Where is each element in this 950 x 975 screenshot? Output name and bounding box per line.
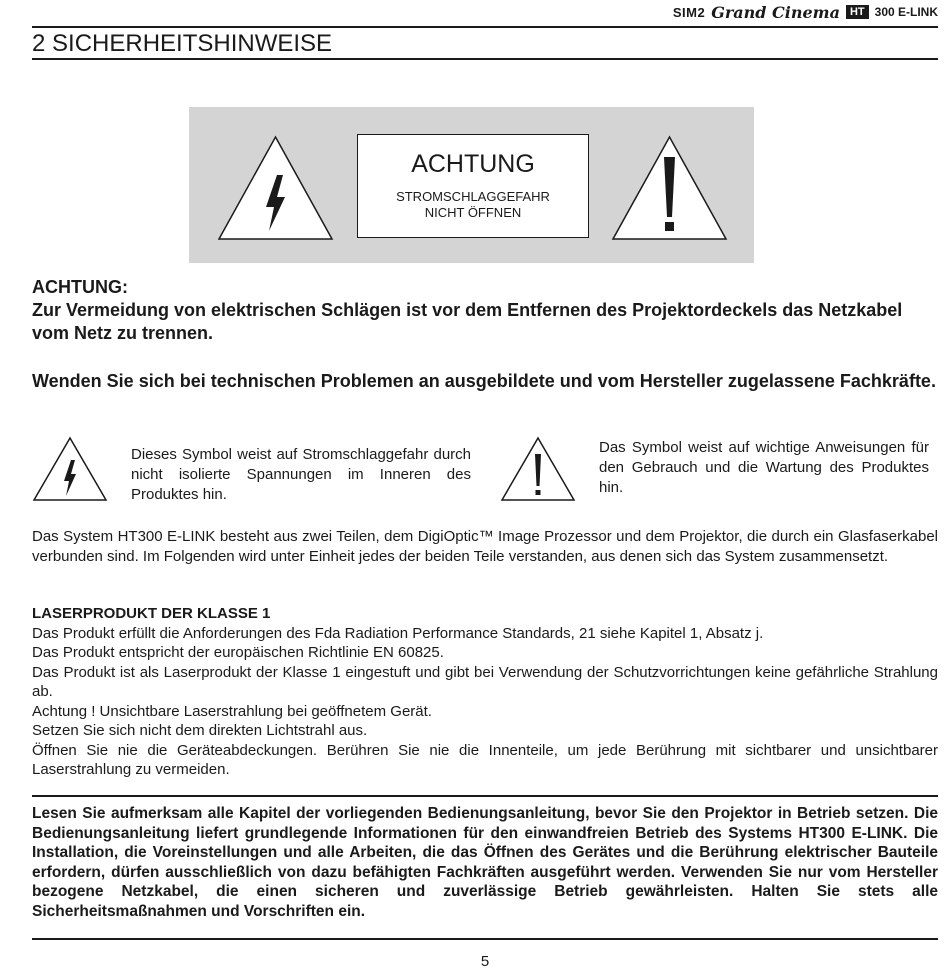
service-warning: Wenden Sie sich bei technischen Problemen an ausgebildete und vom Hersteller zugelassene Fachkräfte. bbox=[32, 371, 936, 391]
warning-line-1: STROMSCHLAGGEFAHR bbox=[396, 189, 550, 204]
laser-line: Das Produkt ist als Laserprodukt der Klasse 1 eingestuft und gibt bei Verwendung der Schutzvorrichtungen keine gefährliche Strahlung ab. bbox=[32, 663, 938, 700]
laser-section bbox=[32, 604, 938, 780]
warning-label-box bbox=[357, 134, 589, 238]
exclamation-warning-icon bbox=[611, 135, 728, 241]
exclamation-symbol-text: Das Symbol weist auf wichtige Anweisungen für den Gebrauch und die Wartung des Produktes hin. bbox=[599, 439, 929, 496]
lightning-symbol-text: Dieses Symbol weist auf Stromschlaggefahr durch nicht isolierte Spannungen im Inneren des Produktes hin. bbox=[131, 446, 471, 503]
brand-header bbox=[673, 2, 938, 22]
laser-line: Das Produkt entspricht der europäischen Richtlinie EN 60825. bbox=[32, 644, 444, 661]
notice-paragraph: Lesen Sie aufmerksam alle Kapitel der vorliegenden Bedienungsanleitung, bevor Sie den Projektor in Betrieb setzen. Die Bedienungsanleitung liefert grundlegende Informationen für den einwandfreien Betrieb des Systems HT300 E-LINK. Die Installation, die Voreinstellungen und alle Arbeiten, die das Öffnen des Gerätes und die Berührung elektrischer Bauteile erfordern, dürfen ausschließlich von dazu befähigten Fachkräften ausgeführt werden. Verwenden Sie nur vom Hersteller bezogene Netzkabel, die einen sicheren und zuverlässige Betrieb gewährleisten. Halten Sie stets alle Sicherheitsmaßnahmen und Vorschriften ein. bbox=[32, 805, 938, 920]
laser-line: Setzen Sie sich nicht dem direkten Lichtstrahl aus. bbox=[32, 722, 368, 739]
brand-grand-cinema: Grand Cinema bbox=[711, 2, 840, 22]
section-title: 2 SICHERHEITSHINWEISE bbox=[32, 30, 333, 57]
brand-model: 300 E-LINK bbox=[874, 5, 938, 19]
exclamation-symbol-icon bbox=[500, 436, 576, 502]
warning-heading: ACHTUNG bbox=[411, 150, 535, 178]
notice-rule bbox=[32, 795, 938, 797]
brand-ht-badge: HT bbox=[846, 5, 869, 19]
footer-rule bbox=[32, 938, 938, 940]
system-paragraph: Das System HT300 E-LINK besteht aus zwei Teilen, dem DigiOptic™ Image Prozessor und dem Projektor, die durch ein Glasfaserkabel verbunden sind. Im Folgenden wird unter Einheit jedes der beiden Teile verstanden, aus denen sich das System zusammensetzt. bbox=[32, 528, 938, 565]
lightning-warning-icon bbox=[217, 135, 334, 241]
header-rule bbox=[32, 26, 938, 28]
laser-line: Achtung ! Unsichtbare Laserstrahlung bei geöffnetem Gerät. bbox=[32, 702, 432, 720]
brand-sim2: SIM2 bbox=[672, 4, 706, 20]
lightning-symbol-icon bbox=[32, 436, 108, 502]
laser-line: Das Produkt erfüllt die Anforderungen des Fda Radiation Performance Standards, 21 siehe Kapitel 1, Absatz j. bbox=[32, 624, 764, 642]
laser-heading: LASERPRODUKT DER KLASSE 1 bbox=[32, 605, 271, 622]
warning-block bbox=[32, 276, 942, 345]
warning-text: Zur Vermeidung von elektrischen Schlägen ist vor dem Entfernen des Projektordeckels das Netzkabel vom Netz zu trennen. bbox=[32, 300, 903, 343]
warning-line-2: NICHT ÖFFNEN bbox=[424, 205, 522, 220]
warning-label: ACHTUNG: bbox=[32, 277, 128, 297]
title-rule bbox=[32, 58, 938, 60]
laser-line: Öffnen Sie nie die Geräteabdeckungen. Berühren Sie nie die Innenteile, um jede Berührung mit sichtbarer und unsichtbarer Laserstrahlung zu vermeiden. bbox=[32, 741, 938, 778]
page-number: 5 bbox=[480, 953, 490, 970]
